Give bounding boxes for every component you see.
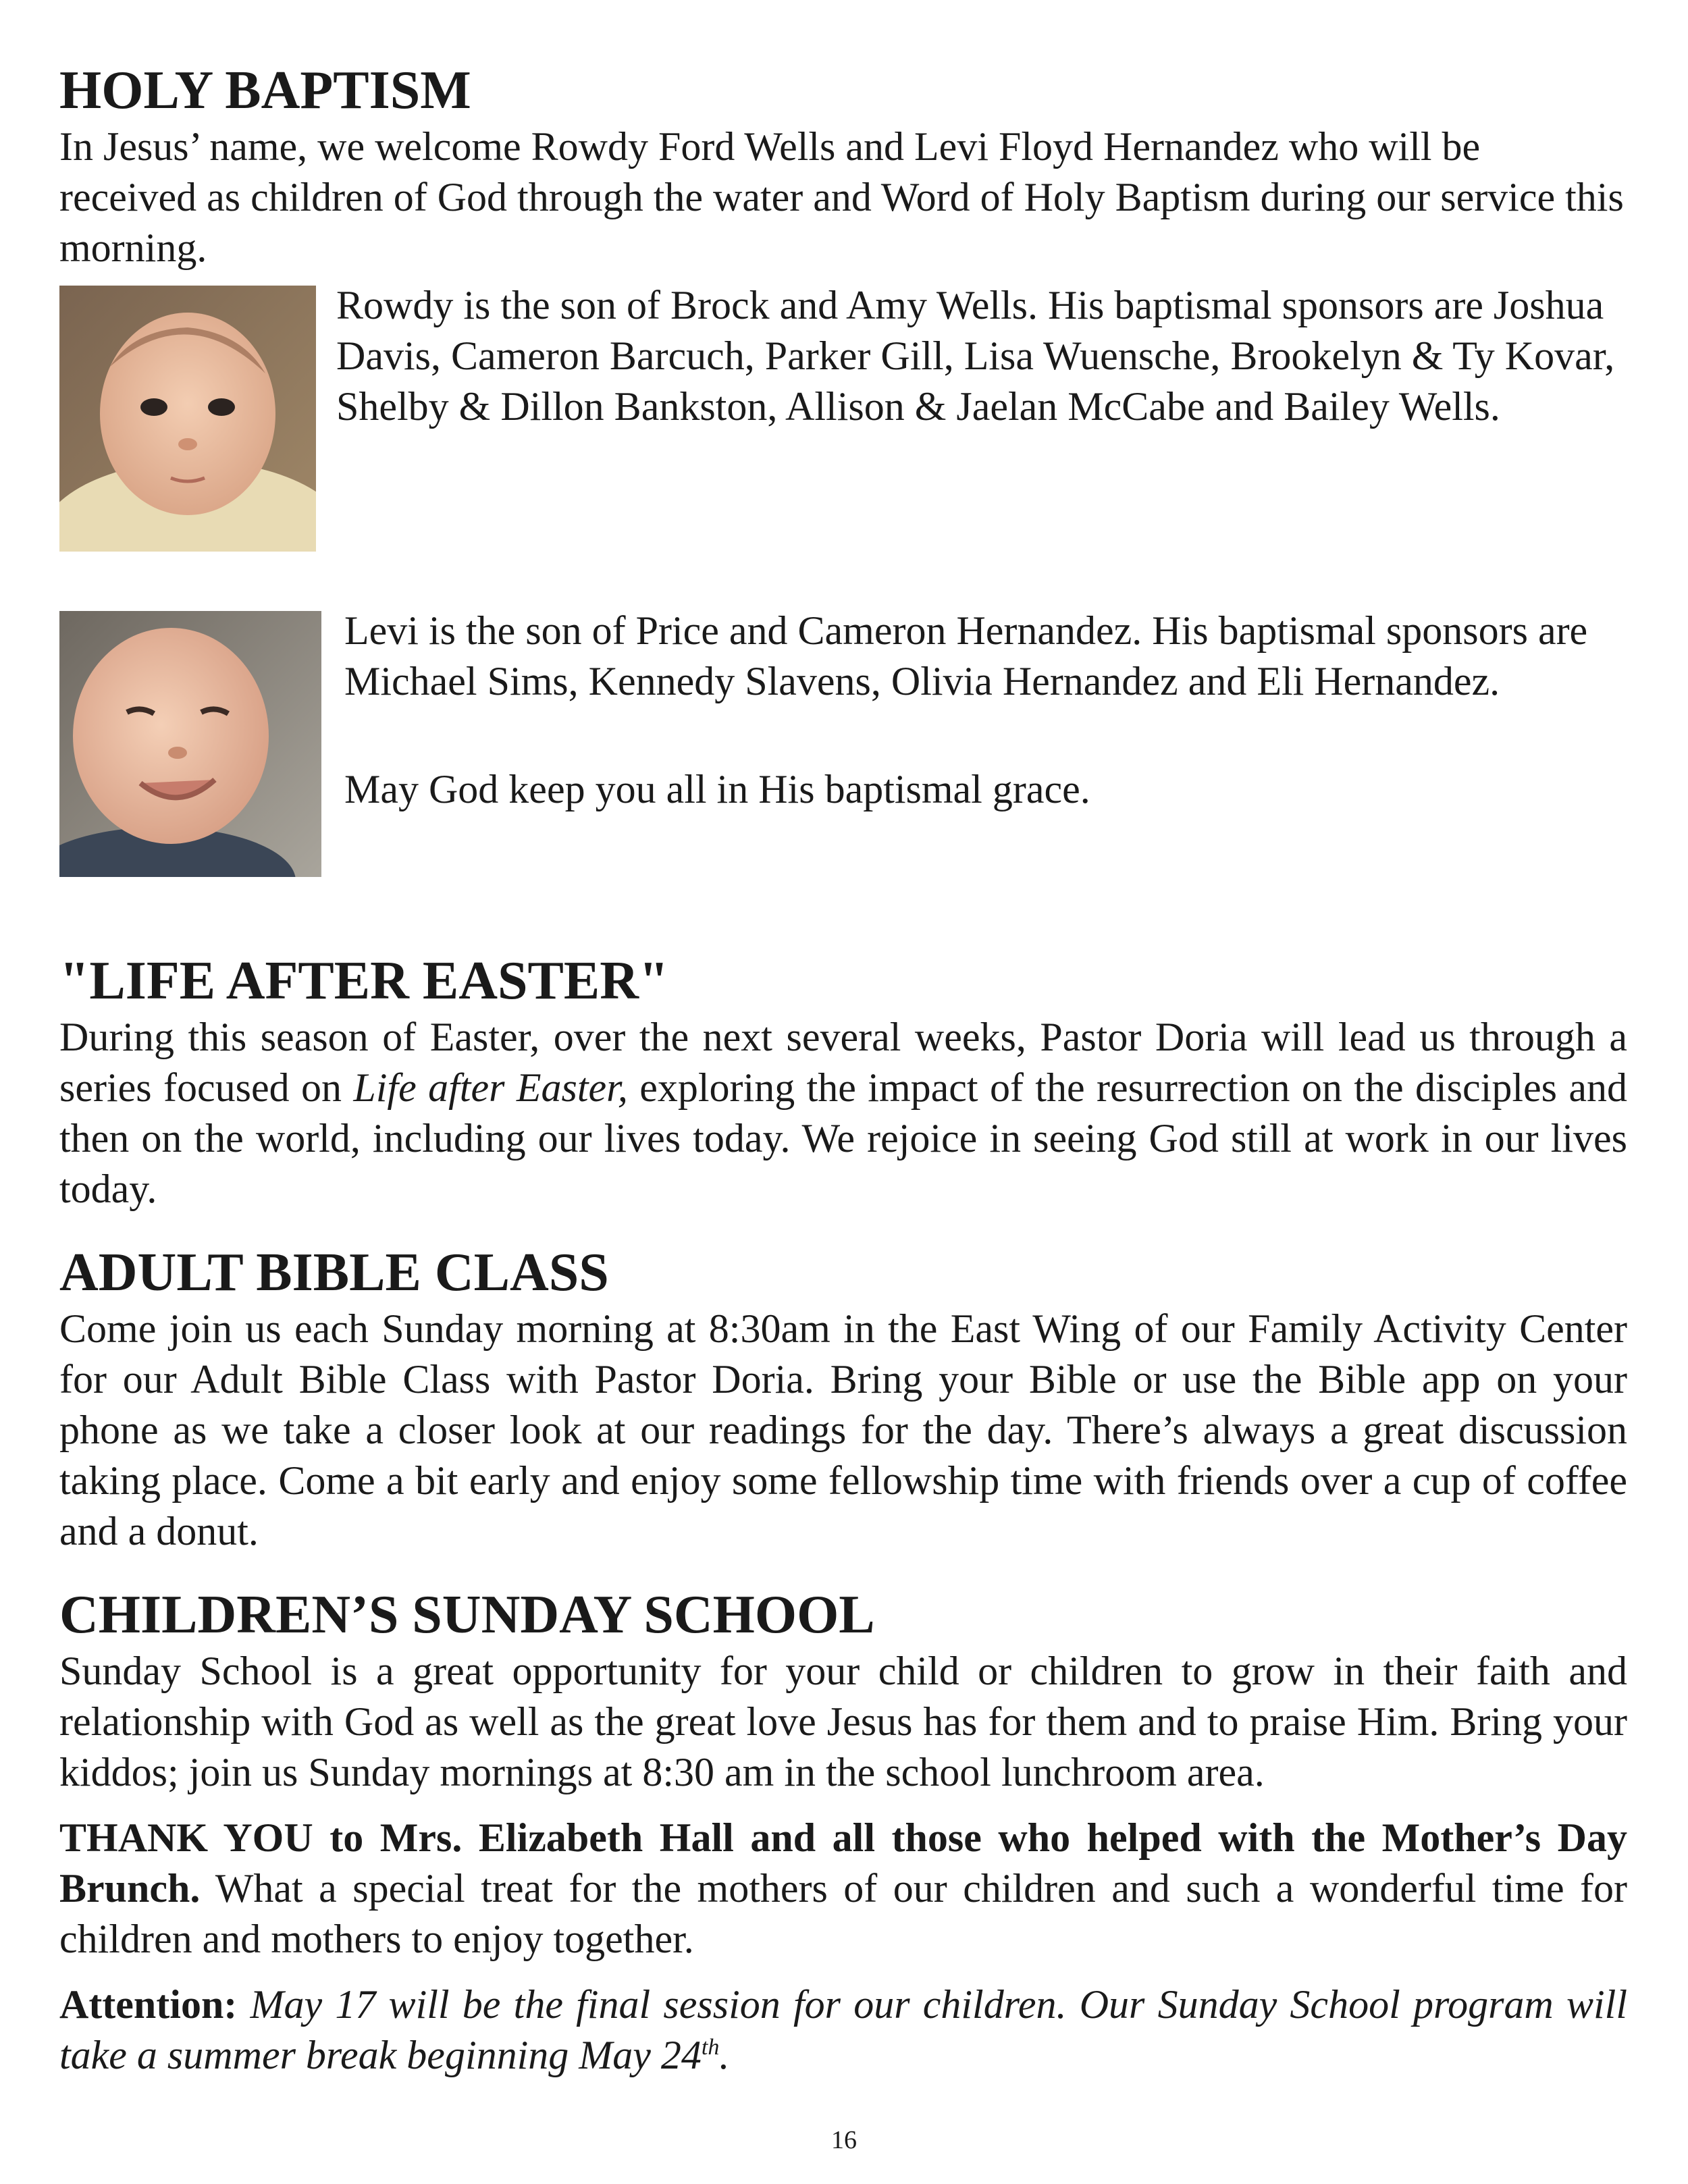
attention-paragraph [59,1979,1627,2081]
rowdy-baby-photo [59,286,316,552]
adult-bible-class-heading: ADULT BIBLE CLASS [59,1243,609,1302]
holy-baptism-heading: HOLY BAPTISM [59,61,471,120]
thank-you-rest: What a special treat for the mothers of our children and such a wonderful time for children and mothers to enjoy together. [59,1866,1627,1961]
sunday-school-text: Sunday School is a great opportunity for your child or children to grow in their faith and relationship with God as well as the great love Jesus has for them and to praise Him. Bring your kiddos; join us Sunday mornings at 8:30 am in the school lunchroom area. [59,1649,1627,1794]
attention-period: . [719,2033,730,2077]
attention-superscript: th [701,2035,720,2060]
adult-bible-class-text: Come join us each Sunday morning at 8:30am in the East Wing of our Family Activity Center for our Adult Bible Class with Pastor Doria. Bring your Bible or use the Bible app on your phone as we take a closer look at our readings for the day. There’s always a great discussion taking place. Come a bit early and enjoy some fellowship time with friends over a cup of coffee and a donut. [59,1306,1627,1553]
easter-text-start: During this season of Easter, over the next several weeks, Pastor Doria will lead us through a series focused on [59,1015,1627,1110]
levi-entry [59,606,1627,896]
attention-label: Attention: [59,1982,238,2027]
life-after-easter-heading: "LIFE AFTER EASTER" [59,951,669,1011]
easter-text-end: exploring the impact of the resurrection on the disciples and then on the world, including our lives today. We rejoice in seeing God still at work in our lives today. [59,1065,1628,1211]
attention-body: May 17 will be the final session for our children. Our Sunday School program will take a summer break beginning May 24 [59,1982,1627,2077]
series-title: Life after Easter, [353,1065,628,1110]
bulletin-page [59,59,1627,2081]
rowdy-entry [59,280,1627,564]
life-after-easter-text [59,1012,1627,1215]
baptism-blessing: May God keep you all in His baptismal grace. [344,767,1090,811]
levi-sponsors-text: Levi is the son of Price and Cameron Hernandez. His baptismal sponsors are Michael Sims, Kennedy Slavens, Olivia Hernandez and Eli Hernandez. [344,608,1588,703]
page-number: 16 [831,2126,857,2154]
sunday-school-heading: CHILDREN’S SUNDAY SCHOOL [59,1585,875,1645]
baptism-intro: In Jesus’ name, we welcome Rowdy Ford Wells and Levi Floyd Hernandez who will be received as children of God through the water and Word of Holy Baptism during our service this morning. [59,124,1624,270]
thank-you-bold: THANK YOU to Mrs. Elizabeth Hall and all those who helped with the Mother’s Day Brunch. [59,1815,1627,1911]
attention-text [59,1982,1627,2077]
rowdy-sponsors-text: Rowdy is the son of Brock and Amy Wells. His baptismal sponsors are Joshua Davis, Cameron Barcuch, Parker Gill, Lisa Wuensche, Brookelyn & Ty Kovar, Shelby & Dillon Bankston, Allison & Jaelan McCabe and Bailey Wells. [336,283,1615,429]
levi-baby-photo [59,611,321,877]
thank-you-paragraph [59,1813,1627,1965]
